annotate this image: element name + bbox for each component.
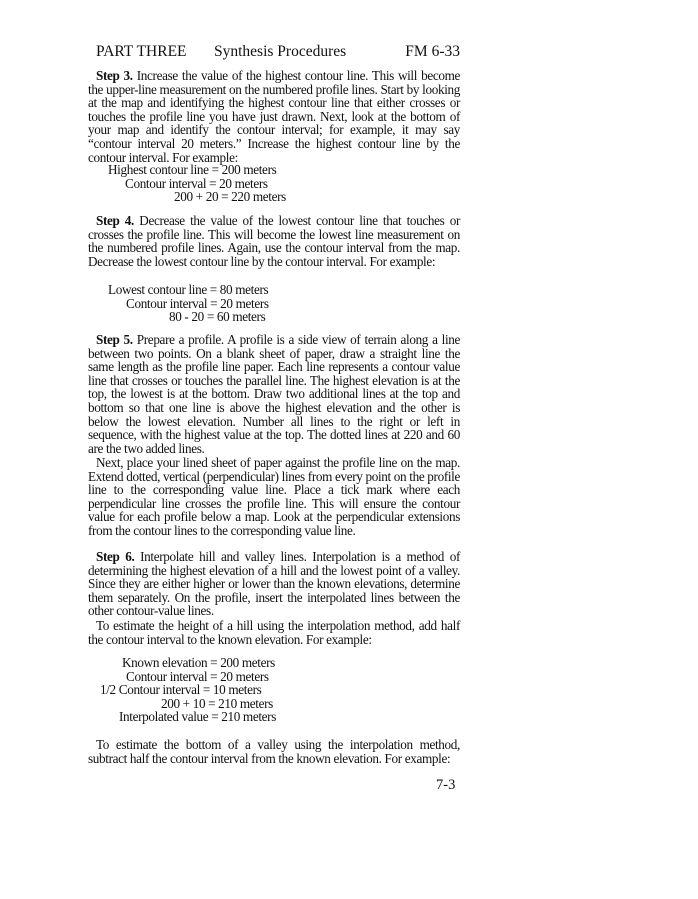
step5-paragraph (88, 333, 460, 455)
step3-example (108, 162, 286, 205)
profile-instructions-text: Next, place your lined sheet of paper against the profile line on the map. Extend dotted, vertical (perpendicular) lines from every point on the profile line to the corresponding value line. Place a tick mark where each perpendicular line crosses the profile line. This will ensure the contour value for each profile below a map. Look at the perpendicular extensions from the contour lines to the corresponding value line. (88, 455, 460, 538)
step4-text: Decrease the value of the lowest contour line that touches or crosses the profile line. This will become the lowest line measurement on the numbered profile lines. Again, use the contour interval from the map. Decrease the lowest contour line by the contour interval. For example: (88, 213, 460, 269)
header-part: PART THREE (96, 43, 187, 60)
step4-example-line: Contour interval = 20 meters (126, 295, 269, 311)
hill-example-line: 1/2 Contour interval = 10 meters (100, 682, 262, 698)
hill-estimate-text: To estimate the height of a hill using the interpolation method, add half the contour interval to the known elevation. For example: (88, 618, 460, 647)
page-number: 7-3 (436, 777, 456, 793)
step4-paragraph (88, 214, 460, 268)
header-manual-number: FM 6-33 (405, 43, 460, 60)
step6-paragraph (88, 550, 460, 618)
hill-example-line: Interpolated value = 210 meters (119, 709, 276, 725)
step4-example-line: Lowest contour line = 80 meters (108, 282, 269, 297)
step6-text: Interpolate hill and valley lines. Interpolation is a method of determining the highest elevation of a hill and the lowest point of a valley. Since they are either higher or lower than the known elevations, determine them separately. On the profile, insert the interpolated lines between the other contour-value lines. (88, 549, 460, 619)
hill-example-line: Contour interval = 20 meters (126, 668, 269, 684)
step3-example-line: Highest contour line = 200 meters (108, 162, 277, 177)
hill-example (100, 655, 276, 725)
step4-example-line: 80 - 20 = 60 meters (169, 309, 266, 325)
valley-estimate-paragraph (88, 738, 460, 765)
step3-text: Increase the value of the highest contour line. This will become the upper-line measurement on the numbered profile lines. Start by looking at the map and identifying the highest contour line that either crosses or touches the profile line you have just drawn. Next, look at the bottom of your map and identify the contour interval; for example, it may say “contour interval 20 meters.” Increase the highest contour line by the contour interval. For example: (88, 68, 460, 165)
step4-label: Step 4. (96, 213, 134, 228)
hill-example-line: 200 + 10 = 210 meters (161, 695, 273, 711)
step6-label: Step 6. (96, 549, 135, 564)
step3-example-line: Contour interval = 20 meters (125, 175, 268, 191)
hill-example-line: Known elevation = 200 meters (122, 655, 275, 670)
hill-estimate-paragraph (88, 619, 460, 646)
step3-example-line: 200 + 20 = 220 meters (174, 189, 286, 205)
page-header (96, 43, 460, 63)
step5-label: Step 5. (96, 332, 133, 347)
step5-text: Prepare a profile. A profile is a side view of terrain along a line between two points. On a blank sheet of paper, draw a straight line the same length as the profile line paper. Each line represents a contour value line that crosses or touches the parallel line. The highest elevation is at the top, the lowest is at the bottom. Draw two additional lines at the top and bottom so that one line is above the highest elevation and the other is below the lowest elevation. Number all lines to the right or left in sequence, with the highest value at the top. The dotted lines at 220 and 60 are the two added lines. (88, 332, 461, 456)
valley-estimate-text: To estimate the bottom of a valley using the interpolation method, subtract half the contour interval from the known elevation. For example: (88, 737, 460, 766)
step3-label: Step 3. (96, 68, 133, 83)
header-section-title: Synthesis Procedures (214, 43, 347, 60)
step3-paragraph (88, 69, 460, 164)
step4-example (108, 283, 268, 324)
profile-instructions-paragraph (88, 456, 460, 538)
